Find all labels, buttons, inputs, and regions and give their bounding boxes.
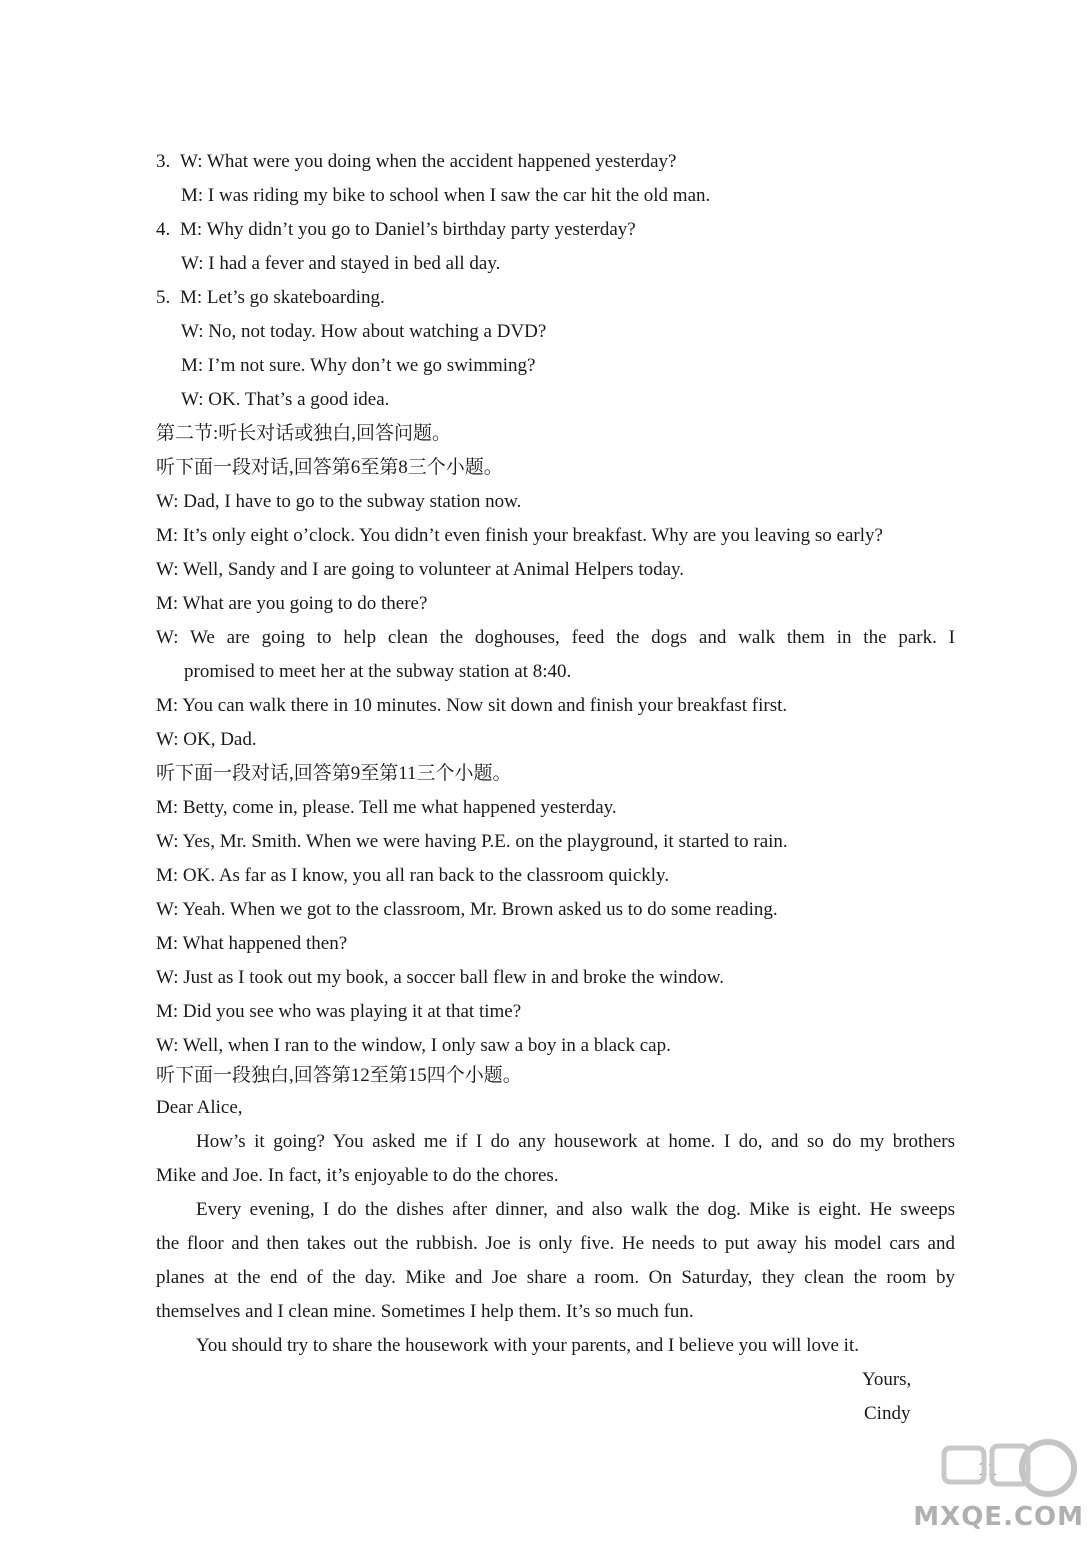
dialogue-line: M: OK. As far as I know, you all ran back to the classroom quickly.: [156, 865, 670, 886]
instruction-heading: 听下面一段独白,回答第12至第15四个小题。: [156, 1065, 522, 1086]
dialogue-line: W: Well, when I ran to the window, I only saw a boy in a black cap.: [156, 1035, 671, 1056]
watermark-logo: [913, 1428, 1090, 1536]
question-number: 3.: [156, 151, 171, 172]
watermark-text: MXQE.COM: [913, 1502, 1084, 1532]
dialogue-line: W: Yes, Mr. Smith. When we were having P.E. on the playground, it started to rain.: [156, 831, 788, 852]
dialogue-line: M: You can walk there in 10 minutes. Now sit down and finish your breakfast first.: [156, 695, 788, 716]
question-number: 5.: [156, 287, 171, 308]
letter-line: Mike and Joe. In fact, it’s enjoyable to do the chores.: [156, 1165, 559, 1186]
dialogue-line: W: OK. That’s a good idea.: [181, 389, 390, 410]
dialogue-line: W: We are going to help clean the doghouses, feed the dogs and walk them in the park. I: [156, 627, 955, 648]
letter-salutation: Dear Alice,: [156, 1097, 243, 1118]
dialogue-line-3: [156, 150, 1090, 174]
dialogue-line: W: Yeah. When we got to the classroom, Mr. Brown asked us to do some reading.: [156, 899, 778, 920]
dialogue-line: M: Did you see who was playing it at that time?: [156, 1001, 522, 1022]
dialogue-line: M: I was riding my bike to school when I saw the car hit the old man.: [181, 185, 711, 206]
dialogue-line-5: [156, 286, 1090, 310]
dialogue-line: W: No, not today. How about watching a DVD?: [181, 321, 547, 342]
dialogue-text: M: Let’s go skateboarding.: [180, 287, 385, 308]
dialogue-line: W: Well, Sandy and I are going to volunteer at Animal Helpers today.: [156, 559, 685, 580]
letter-closing: Yours,: [862, 1369, 912, 1390]
instruction-heading: 听下面一段对话,回答第6至第8三个小题。: [156, 457, 503, 478]
letter-line: the floor and then takes out the rubbish. Joe is only five. He needs to put away his model cars and: [156, 1233, 955, 1254]
letter-line: You should try to share the housework with your parents, and I believe you will love it.: [196, 1335, 859, 1356]
instruction-heading: 听下面一段对话,回答第9至第11三个小题。: [156, 763, 512, 784]
page-number: 11: [978, 1458, 998, 1480]
letter-line: themselves and I clean mine. Sometimes I help them. It’s so much fun.: [156, 1301, 694, 1322]
letter-signature: Cindy: [864, 1403, 911, 1424]
dialogue-text: W: What were you doing when the accident happened yesterday?: [180, 151, 677, 172]
letter-line: Every evening, I do the dishes after dinner, and also walk the dog. Mike is eight. He sweeps: [196, 1199, 955, 1220]
dialogue-line: M: What are you going to do there?: [156, 593, 428, 614]
dialogue-text: M: Why didn’t you go to Daniel’s birthday party yesterday?: [180, 219, 636, 240]
section-heading: 第二节:听长对话或独白,回答问题。: [156, 423, 452, 444]
dialogue-line: W: Dad, I have to go to the subway station now.: [156, 491, 522, 512]
dialogue-line: M: It’s only eight o’clock. You didn’t even finish your breakfast. Why are you leaving so early?: [156, 525, 883, 546]
dialogue-line: promised to meet her at the subway station at 8:40.: [184, 661, 572, 682]
dialogue-line: M: What happened then?: [156, 933, 348, 954]
dialogue-line-4: [156, 218, 1090, 242]
dialogue-line: W: OK, Dad.: [156, 729, 257, 750]
letter-line: How’s it going? You asked me if I do any housework at home. I do, and so do my brothers: [196, 1131, 955, 1152]
question-number: 4.: [156, 219, 171, 240]
dialogue-line: M: I’m not sure. Why don’t we go swimming?: [181, 355, 536, 376]
dialogue-line: W: I had a fever and stayed in bed all day.: [181, 253, 501, 274]
dialogue-line: M: Betty, come in, please. Tell me what happened yesterday.: [156, 797, 617, 818]
letter-line: planes at the end of the day. Mike and Joe share a room. On Saturday, they clean the room by: [156, 1267, 955, 1288]
dialogue-line: W: Just as I took out my book, a soccer ball flew in and broke the window.: [156, 967, 724, 988]
